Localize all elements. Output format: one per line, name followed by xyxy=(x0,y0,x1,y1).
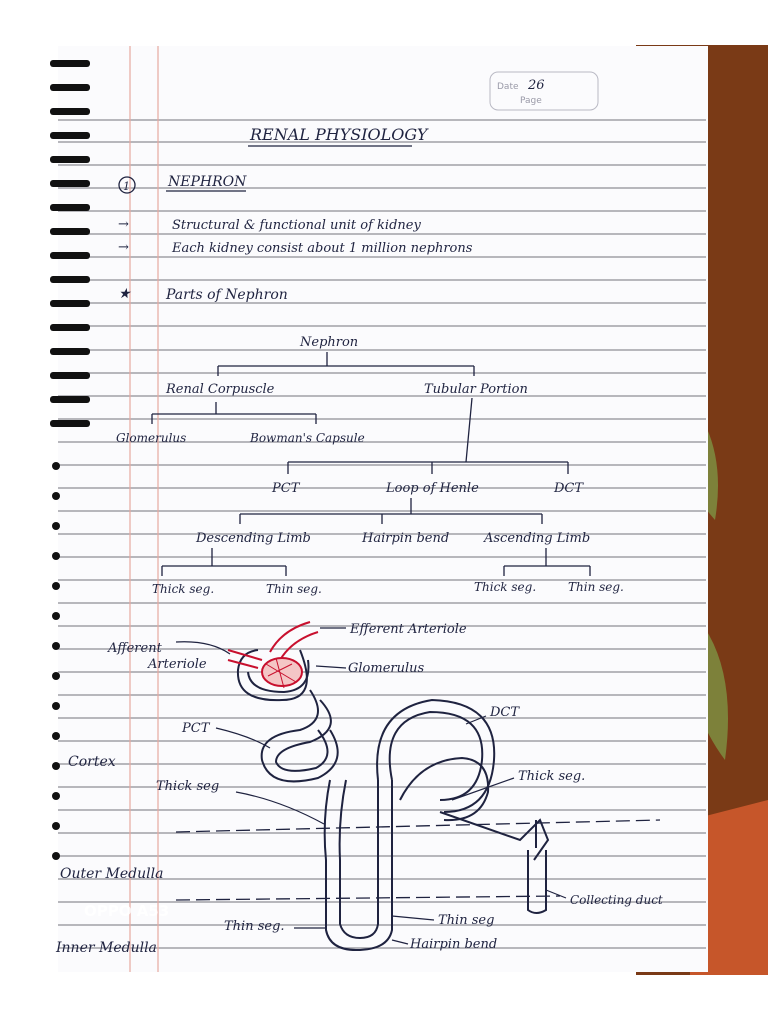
tree-bowmans-capsule: Bowman's Capsule xyxy=(250,431,365,445)
tree-glomerulus: Glomerulus xyxy=(116,431,187,445)
label-thin-right: Thin seg xyxy=(438,913,495,928)
tree-tubular-portion: Tubular Portion xyxy=(424,382,528,397)
label-efferent: Efferent Arteriole xyxy=(350,622,467,637)
point-1-bullet: → xyxy=(118,217,129,232)
tree-descending-limb: Descending Limb xyxy=(196,531,311,546)
label-outer-medulla: Outer Medulla xyxy=(60,866,164,882)
point-2-bullet: → xyxy=(118,240,129,255)
label-afferent: Afferent xyxy=(108,641,162,656)
label-thick-left: Thick seg xyxy=(156,779,220,794)
tree-loop-of-henle: Loop of Henle xyxy=(386,481,479,496)
page-title: RENAL PHYSIOLOGY xyxy=(250,125,428,144)
label-inner-medulla: Inner Medulla xyxy=(56,940,157,956)
page-label: Page xyxy=(520,96,542,106)
date-value: 26 xyxy=(528,78,545,93)
section-heading: NEPHRON xyxy=(168,174,247,190)
camera-watermark: OPPO A53 xyxy=(84,902,170,920)
parts-bullet: ★ xyxy=(118,286,131,302)
tree-dct: DCT xyxy=(554,481,584,496)
label-pct: PCT xyxy=(182,721,210,736)
tree-asc-thin: Thin seg. xyxy=(568,580,624,594)
tree-desc-thick: Thick seg. xyxy=(152,582,215,596)
tree-hairpin-bend: Hairpin bend xyxy=(362,531,450,546)
label-cortex: Cortex xyxy=(68,754,116,770)
point-2-text: Each kidney consist about 1 million nephrons xyxy=(172,241,473,256)
tree-pct: PCT xyxy=(272,481,300,496)
parts-text: Parts of Nephron xyxy=(166,287,288,303)
tree-root: Nephron xyxy=(300,335,359,350)
label-glomerulus: Glomerulus xyxy=(348,661,425,676)
date-label: Date xyxy=(497,82,519,92)
point-1-text: Structural & functional unit of kidney xyxy=(172,218,421,233)
label-arteriole: Arteriole xyxy=(148,657,207,672)
label-thin-left: Thin seg. xyxy=(224,919,285,934)
tree-renal-corpuscle: Renal Corpuscle xyxy=(166,382,275,397)
label-dct: DCT xyxy=(490,705,520,720)
tree-ascending-limb: Ascending Limb xyxy=(484,531,591,546)
label-hairpin: Hairpin bend xyxy=(410,937,498,952)
label-collecting-duct: Collecting duct xyxy=(570,893,663,907)
tree-desc-thin: Thin seg. xyxy=(266,582,322,596)
label-thick-right: Thick seg. xyxy=(518,769,586,784)
section-number: 1 xyxy=(123,180,130,193)
tree-asc-thick: Thick seg. xyxy=(474,580,537,594)
